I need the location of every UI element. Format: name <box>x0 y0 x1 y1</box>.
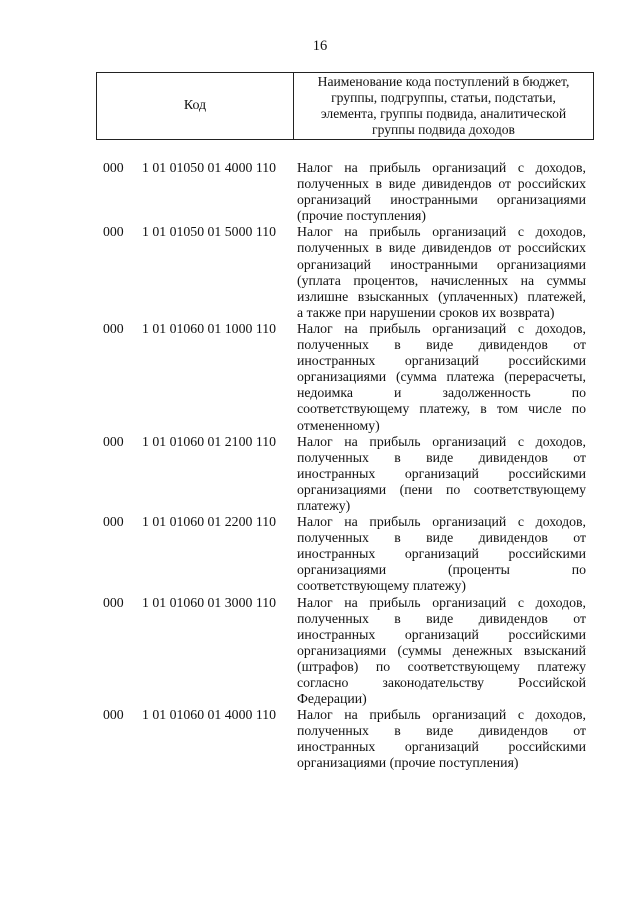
description-line: платежу) <box>297 497 351 513</box>
code-description <box>297 160 586 224</box>
description-line: Федерации) <box>297 691 367 707</box>
header-name-line: группы подвида доходов <box>372 122 515 137</box>
budget-code: 1 01 01060 01 3000 110 <box>142 594 277 610</box>
description-line: организаций иностранными организациями <box>297 192 586 208</box>
description-line: Налог на прибыль организаций с доходов, <box>297 594 586 610</box>
code-description <box>297 595 586 708</box>
description-line: соответствующему платежу) <box>297 578 466 594</box>
description-line: а также при нарушении сроков их возврата) <box>297 304 555 320</box>
description-line: Налог на прибыль организаций с доходов, <box>297 433 586 449</box>
description-line: организациями (сумма платежа (перерасчеты, <box>297 369 586 385</box>
description-line: иностранных организаций российскими <box>297 353 586 369</box>
table-row <box>0 160 640 224</box>
page-number: 16 <box>312 38 328 54</box>
admin-code: 000 <box>103 224 124 240</box>
description-line: Налог на прибыль организаций с доходов, <box>297 514 586 530</box>
description-line: организациями (пени по соответствующему <box>297 481 586 497</box>
admin-code: 000 <box>103 433 124 449</box>
description-line: (прочие поступления) <box>297 208 426 224</box>
description-line: иностранных организаций российскими <box>297 465 586 481</box>
admin-code: 000 <box>103 320 124 336</box>
description-line: полученных в виде дивидендов от российских <box>297 176 586 192</box>
description-line: полученных в виде дивидендов от <box>297 530 586 546</box>
description-line: полученных в виде дивидендов от российских <box>297 240 586 256</box>
description-line: иностранных организаций российскими <box>297 626 586 642</box>
description-line: Налог на прибыль организаций с доходов, <box>297 707 586 723</box>
table-row <box>0 595 640 708</box>
description-line: иностранных организаций российскими <box>297 739 586 755</box>
budget-code: 1 01 01060 01 2100 110 <box>142 433 277 449</box>
admin-code: 000 <box>103 594 124 610</box>
header-name-line: элемента, группы подвида, аналитической <box>320 106 567 121</box>
description-line: излишне взысканных (уплаченных) платежей, <box>297 288 586 304</box>
code-description <box>297 434 586 514</box>
table-header <box>96 72 594 140</box>
description-line: отмененному) <box>297 417 380 433</box>
description-line: полученных в виде дивидендов от <box>297 723 586 739</box>
code-description <box>297 321 586 434</box>
description-line: иностранных организаций российскими <box>297 546 586 562</box>
description-line: (штрафов) по соответствующему платежу <box>297 658 586 674</box>
budget-code: 1 01 01060 01 2200 110 <box>142 514 277 530</box>
budget-code: 1 01 01050 01 5000 110 <box>142 224 277 240</box>
table-row <box>0 434 640 514</box>
table-row <box>0 514 640 594</box>
description-line: Налог на прибыль организаций с доходов, <box>297 160 586 175</box>
description-line: организациями (проценты по <box>297 562 586 578</box>
code-description <box>297 514 586 594</box>
budget-code: 1 01 01050 01 4000 110 <box>142 160 277 175</box>
description-line: Налог на прибыль организаций с доходов, <box>297 224 586 240</box>
description-line: организациями (прочие поступления) <box>297 755 519 771</box>
description-line: согласно законодательству Российской <box>297 675 586 690</box>
table-row <box>0 321 640 434</box>
header-code-cell: Код <box>97 73 294 139</box>
description-line: соответствующему платежу, в том числе по <box>297 401 586 417</box>
description-line: (уплата процентов, начисленных на суммы <box>297 272 586 288</box>
description-line: организаций иностранными организациями <box>297 256 586 272</box>
code-description <box>297 707 586 771</box>
header-name-cell <box>294 73 593 139</box>
budget-code: 1 01 01060 01 1000 110 <box>142 320 277 336</box>
table-row <box>0 224 640 321</box>
table-row <box>0 707 640 771</box>
description-line: полученных в виде дивидендов от <box>297 337 586 353</box>
admin-code: 000 <box>103 160 124 175</box>
description-line: Налог на прибыль организаций с доходов, <box>297 320 586 336</box>
header-name-line: группы, подгруппы, статьи, подстатьи, <box>331 90 556 105</box>
description-line: организациями (суммы денежных взысканий <box>297 642 586 658</box>
description-line: полученных в виде дивидендов от <box>297 610 586 626</box>
code-description <box>297 224 586 321</box>
admin-code: 000 <box>103 514 124 530</box>
description-line: недоимка и задолженность по <box>297 385 586 401</box>
description-line: полученных в виде дивидендов от <box>297 449 586 465</box>
admin-code: 000 <box>103 707 124 723</box>
table-body <box>0 160 640 772</box>
budget-code: 1 01 01060 01 4000 110 <box>142 707 277 723</box>
header-name-line: Наименование кода поступлений в бюджет, <box>317 74 570 89</box>
